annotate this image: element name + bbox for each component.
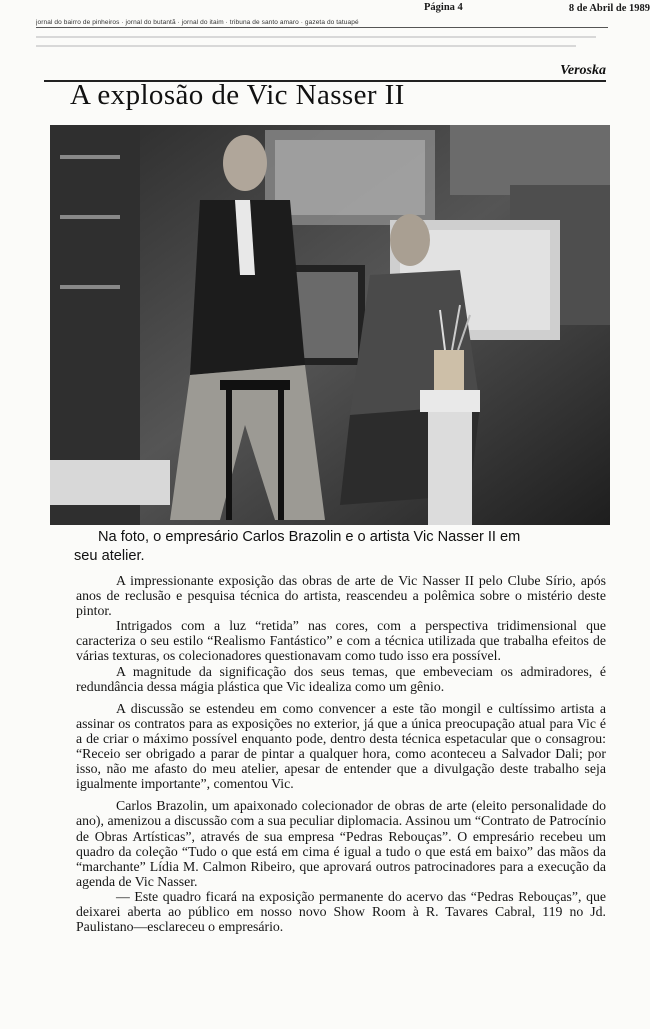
photo-icon <box>50 125 610 525</box>
section-tag: Veroska <box>560 63 606 78</box>
header-rule <box>36 27 608 28</box>
article-body <box>76 568 606 934</box>
paragraph: A magnitude da significação dos seus temas, que embeveciam os admiradores, é redundância dessa mágia plástica que Vic idealiza como um gênio. <box>76 663 606 694</box>
bleed-through-line <box>36 45 576 47</box>
paragraph: — Este quadro ficará na exposição permanente do acervo das “Pedras Rebouças”, que deixarei aberta ao público em nosso novo Show Room à R. Tavares Cabral, 119 no Jd. Paulistano—esclareceu o empresário. <box>76 888 606 935</box>
caption-line: seu atelier. <box>74 548 145 564</box>
issue-date: 8 de Abril de 1989 <box>568 3 650 14</box>
masthead-strip <box>36 10 608 26</box>
paragraph: A discussão se estendeu em como convencer a este tão mongil e cultíssimo artista a assinar os contratos para as exposições no exterior, já que a única preocupação atual para Vic é a de criar o máximo possível enquanto pode, dentro desta técnica espetacular que o consagrou: “Receio ser obrigado a parar de pintar a qualquer hora, como aconteceu a Salvador Dali; por isso, não me afasto do meu atelier, apesar de entender que a divulgação deste trabalho seja igualmente importante”, comentou Vic. <box>76 700 606 792</box>
page-number: Página 4 <box>424 2 463 13</box>
paragraph: Carlos Brazolin, um apaixonado colecionador de obras de arte (eleito personalidade do ano), amenizou a discussão com a sua peculiar diplomacia. Assinou um “Contrato de Patrocínio de Obras Artísticas”, através de sua empresa “Pedras Rebouças”. O empresário recebeu um quadro da coleção “Tudo o que está em cima é igual a tudo o que está em baixo” das mãos da “marchante” Lídia M. Calmon Ribeiro, que aprovará outros patrocinadores para a execução da agenda de Vic Nasser. <box>76 798 606 889</box>
bleed-through-line <box>36 36 596 38</box>
paragraph: A impressionante exposição das obras de arte de Vic Nasser II pelo Clube Sírio, após anos de reclusão e pesquisa técnica do artista, reascendeu a polêmica sobre o mistério deste pintor. <box>76 573 606 619</box>
headline: A explosão de Vic Nasser II <box>70 79 405 111</box>
caption-line: Na foto, o empresário Carlos Brazolin e o artista Vic Nasser II em <box>98 529 521 545</box>
article-photo <box>50 125 610 525</box>
photo-caption <box>74 528 614 566</box>
paragraph: Intrigados com a luz “retida” nas cores, com a perspectiva tridimensional que caracteriza o seu estilo “Realismo Fantástico” e com a técnica utilizada que trabalha efeitos de várias texturas, os colecionadores questionavam como tudo isso era possível. <box>76 618 606 664</box>
newspaper-names: jornal do bairro de pinheiros · jornal do butantã · jornal do itaim · tribuna de santo amaro · gazeta do tatuapé <box>36 19 359 26</box>
